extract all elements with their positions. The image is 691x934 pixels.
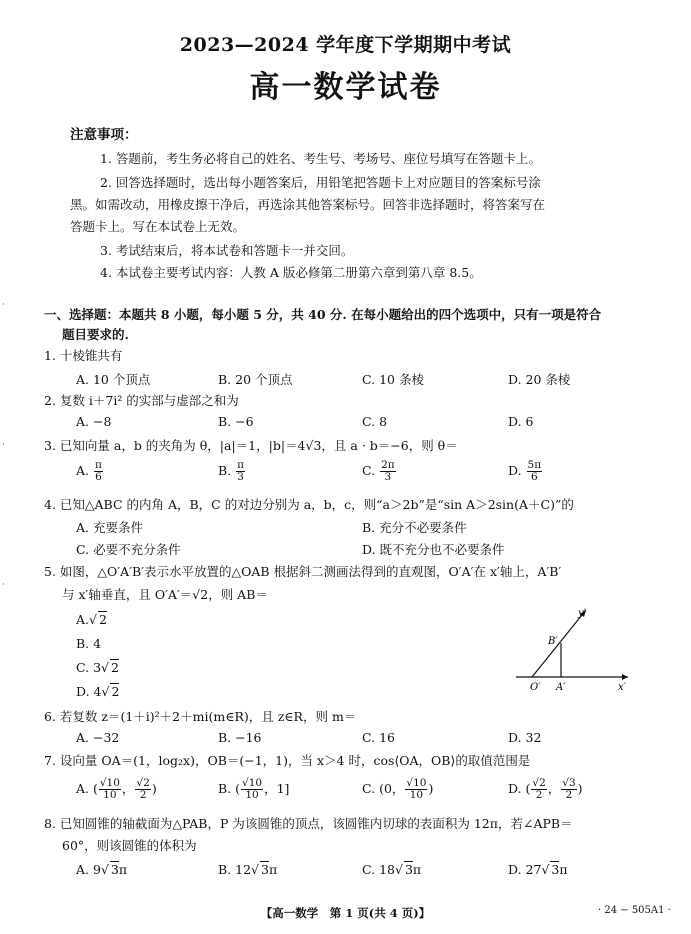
fraction: $\frac{\pi}{6}$ bbox=[95, 459, 102, 483]
q8-stem-cont: 60°，则该圆锥的体积为 bbox=[62, 838, 197, 853]
fraction: $\frac{2\pi}{3}$ bbox=[381, 459, 395, 483]
exam-subject-title: 高一数学试卷 bbox=[249, 70, 442, 105]
q5-option-b: B. 4 bbox=[76, 636, 102, 651]
q7-option-c: C. (0， $\frac{√10}{10}$ ) bbox=[362, 777, 434, 801]
q3-option-a: A. $\frac{\pi}{6}$ bbox=[76, 459, 102, 483]
q5-stem: 5. 如图，△O′A′B′表示水平放置的△OAB 根据斜二测画法得到的直观图，O′A′在 x′轴上，A′B′ bbox=[44, 564, 562, 579]
q6-option-c: C. 16 bbox=[362, 730, 395, 745]
notice-heading: 注意事项： bbox=[70, 127, 138, 143]
notice-item-4: 4. 本试卷主要考试内容：人教 A 版必修第二册第六章到第八章 8.5。 bbox=[100, 265, 482, 280]
q8-option-d: D. 27√ 3π bbox=[508, 862, 568, 877]
q4-option-d: D. 既不充分也不必要条件 bbox=[362, 542, 505, 557]
q1-option-b: B. 20 个顶点 bbox=[218, 372, 293, 387]
fraction: $\frac{5\pi}{6}$ bbox=[527, 459, 542, 483]
q6-stem: 6. 若复数 z＝(1＋i)²＋2＋mi(m∈R)，且 z∈R，则 m＝ bbox=[44, 709, 357, 724]
fraction: $\frac{\pi}{3}$ bbox=[237, 459, 245, 483]
q6-option-b: B. −16 bbox=[218, 730, 262, 745]
q1-option-a: A. 10 个顶点 bbox=[76, 372, 151, 387]
notice-item-2-end: 答题卡上。写在本试卷上无效。 bbox=[70, 219, 246, 234]
q2-stem: 2. 复数 i＋7i² 的实部与虚部之和为 bbox=[44, 393, 239, 408]
q5-option-d: D. 4√ 2 bbox=[76, 684, 120, 699]
q7-option-d: D. ( $\frac{√2}{2}$ ， $\frac{√3}{2}$ ) bbox=[508, 777, 583, 801]
q8-option-c: C. 18√ 3π bbox=[362, 862, 422, 877]
q4-option-b: B. 充分不必要条件 bbox=[362, 520, 467, 535]
q2-option-b: B. −6 bbox=[218, 414, 254, 429]
margin-mark: · bbox=[2, 580, 5, 590]
q1-option-c: C. 10 条棱 bbox=[362, 372, 424, 387]
q5-option-a: A.√ 2 bbox=[76, 612, 107, 627]
q4-stem: 4. 已知△ABC 的内角 A，B，C 的对边分别为 a，b，c，则“a＞2b”是“sin A＞2sin(A＋C)”的 bbox=[44, 497, 574, 512]
q4-option-a: A. 充要条件 bbox=[76, 520, 143, 535]
q2-option-c: C. 8 bbox=[362, 414, 388, 429]
q5-oblique-figure bbox=[508, 604, 633, 694]
label-o: O′ bbox=[530, 682, 541, 693]
x-axis-arrow bbox=[622, 674, 628, 680]
exam-title: 2023—2024 学年度下学期期中考试 bbox=[179, 34, 512, 56]
q7-option-b: B. ( $\frac{√10}{10}$ ，1] bbox=[218, 777, 290, 801]
section-heading: 一、选择题：本题共 8 小题，每小题 5 分，共 40 分. 在每小题给出的四个选项中，只有一项是符合 bbox=[44, 307, 602, 322]
label-x: x′ bbox=[618, 682, 626, 693]
label-b: B′ bbox=[548, 636, 558, 647]
q3-option-b: B. $\frac{\pi}{3}$ bbox=[218, 459, 245, 483]
label-a: A′ bbox=[556, 682, 566, 693]
q3-option-d: D. $\frac{5\pi}{6}$ bbox=[508, 459, 542, 483]
notice-item-2: 2. 回答选择题时，选出每小题答案后，用铅笔把答题卡上对应题目的答案标号涂 bbox=[100, 175, 541, 190]
paper-code: · 24 − 505A1 · bbox=[598, 905, 671, 916]
q8-stem: 8. 已知圆锥的轴截面为△PAB，P 为该圆锥的顶点，该圆锥内切球的表面积为 12π，若∠APB＝ bbox=[44, 816, 573, 831]
q1-stem: 1. 十棱锥共有 bbox=[44, 348, 123, 363]
q3-option-c: C. $\frac{2\pi}{3}$ bbox=[362, 459, 395, 483]
q6-option-d: D. 32 bbox=[508, 730, 542, 745]
q5-stem-cont: 与 x′轴垂直，且 O′A′＝√2，则 AB＝ bbox=[62, 587, 268, 602]
label-y: y′ bbox=[578, 608, 586, 619]
q7-stem: 7. 设向量 OA＝(1，log₂x)，OB＝(−1，1)，当 x＞4 时，cos⟨OA，OB⟩的取值范围是 bbox=[44, 753, 531, 768]
notice-item-3: 3. 考试结束后，将本试卷和答题卡一并交回。 bbox=[100, 243, 354, 258]
q3-stem: 3. 已知向量 a，b 的夹角为 θ，|a|＝1，|b|＝4√3，且 a · b＝−6，则 θ＝ bbox=[44, 438, 458, 453]
q5-option-c: C. 3√ 2 bbox=[76, 660, 119, 675]
notice-item-2-cont: 黑。如需改动，用橡皮擦干净后，再选涂其他答案标号。回答非选择题时，将答案写在 bbox=[70, 197, 546, 212]
section-heading-cont: 题目要求的. bbox=[62, 327, 129, 342]
y-axis-line bbox=[532, 610, 586, 677]
q2-option-a: A. −8 bbox=[76, 414, 112, 429]
page-footer: 【高一数学 第 1 页(共 4 页)】 bbox=[260, 906, 431, 920]
margin-mark: · bbox=[2, 440, 5, 450]
q1-option-d: D. 20 条棱 bbox=[508, 372, 571, 387]
q6-option-a: A. −32 bbox=[76, 730, 120, 745]
q4-option-c: C. 必要不充分条件 bbox=[76, 542, 181, 557]
q7-option-a: A. ( $\frac{√10}{10}$ ， $\frac{√2}{2}$ ) bbox=[76, 777, 157, 801]
margin-mark: · bbox=[2, 300, 5, 310]
notice-item-1: 1. 答题前，考生务必将自己的姓名、考生号、考场号、座位号填写在答题卡上。 bbox=[100, 151, 541, 166]
q2-option-d: D. 6 bbox=[508, 414, 534, 429]
q8-option-a: A. 9√ 3π bbox=[76, 862, 128, 877]
q8-option-b: B. 12√ 3π bbox=[218, 862, 278, 877]
